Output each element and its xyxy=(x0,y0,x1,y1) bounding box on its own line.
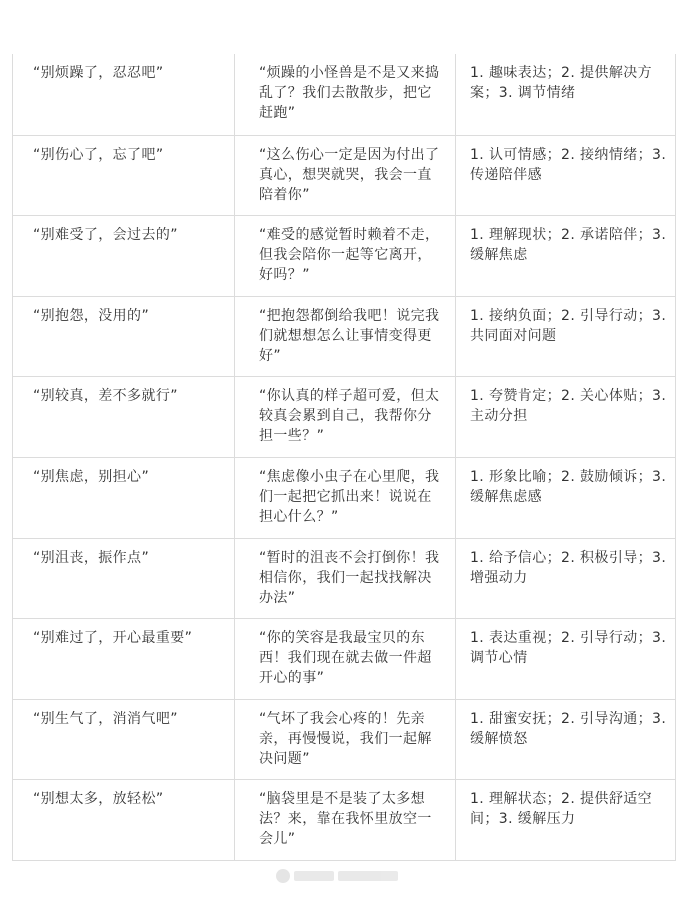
effect-cell: 1. 甜蜜安抚；2. 引导沟通；3. 缓解愤怒 xyxy=(455,700,675,780)
table-row xyxy=(13,618,675,699)
reply-cell: “气坏了我会心疼的！先亲亲，再慢慢说，我们一起解决问题” xyxy=(234,700,455,780)
reply-cell: “暂时的沮丧不会打倒你！我相信你，我们一起找找解决办法” xyxy=(234,539,455,619)
effect-cell: 1. 理解现状；2. 承诺陪伴；3. 缓解焦虑 xyxy=(455,216,675,296)
phrase-cell: “别想太多，放轻松” xyxy=(33,791,164,808)
effect-cell: 1. 理解状态；2. 提供舒适空间；3. 缓解压力 xyxy=(455,780,675,860)
phrase-cell: “别生气了，消消气吧” xyxy=(33,710,178,727)
phrase-cell: “别较真，差不多就行” xyxy=(33,388,178,405)
table-row xyxy=(13,779,675,860)
phrase-table xyxy=(12,54,676,861)
effect-cell: 1. 夸赞肯定；2. 关心体贴；3. 主动分担 xyxy=(455,377,675,457)
phrase-cell: “别焦虑，别担心” xyxy=(33,468,150,485)
reply-cell: “这么伤心一定是因为付出了真心，想哭就哭，我会一直陪着你” xyxy=(234,136,455,216)
reply-cell: “焦虑像小虫子在心里爬，我们一起把它抓出来！说说在担心什么？” xyxy=(234,458,455,538)
table-row xyxy=(13,135,675,216)
table-row xyxy=(13,376,675,457)
reply-cell: “烦躁的小怪兽是不是又来捣乱了？我们去散散步，把它赶跑” xyxy=(234,54,455,135)
effect-cell: 1. 接纳负面；2. 引导行动；3. 共同面对问题 xyxy=(455,297,675,377)
reply-cell: “你认真的样子超可爱，但太较真会累到自己，我帮你分担一些？” xyxy=(234,377,455,457)
effect-cell: 1. 形象比喻；2. 鼓励倾诉；3. 缓解焦虑感 xyxy=(455,458,675,538)
table-row xyxy=(13,215,675,296)
table-row xyxy=(13,699,675,780)
phrase-cell: “别难过了，开心最重要” xyxy=(33,630,193,647)
phrase-cell: “别沮丧，振作点” xyxy=(33,549,150,566)
table-row xyxy=(13,54,675,135)
phrase-cell: “别难受了，会过去的” xyxy=(33,227,178,244)
table-row xyxy=(13,457,675,538)
watermark-mark xyxy=(338,871,398,881)
effect-cell: 1. 表达重视；2. 引导行动；3. 调节心情 xyxy=(455,619,675,699)
reply-cell: “脑袋里是不是装了太多想法？来，靠在我怀里放空一会儿” xyxy=(234,780,455,860)
table-row xyxy=(13,538,675,619)
effect-cell: 1. 认可情感；2. 接纳情绪；3. 传递陪伴感 xyxy=(455,136,675,216)
reply-cell: “你的笑容是我最宝贝的东西！我们现在就去做一件超开心的事” xyxy=(234,619,455,699)
phrase-cell: “别烦躁了，忍忍吧” xyxy=(33,65,164,81)
watermark-mark xyxy=(294,871,334,881)
watermark xyxy=(276,868,416,884)
phrase-cell: “别抱怨，没用的” xyxy=(33,307,150,324)
phrase-cell: “别伤心了，忘了吧” xyxy=(33,146,164,163)
watermark-logo-icon xyxy=(276,869,290,883)
effect-cell: 1. 给予信心；2. 积极引导；3. 增强动力 xyxy=(455,539,675,619)
reply-cell: “难受的感觉暂时赖着不走，但我会陪你一起等它离开，好吗？” xyxy=(234,216,455,296)
effect-cell: 1. 趣味表达；2. 提供解决方案；3. 调节情绪 xyxy=(455,54,675,135)
reply-cell: “把抱怨都倒给我吧！说完我们就想想怎么让事情变得更好” xyxy=(234,297,455,377)
table-row xyxy=(13,296,675,377)
